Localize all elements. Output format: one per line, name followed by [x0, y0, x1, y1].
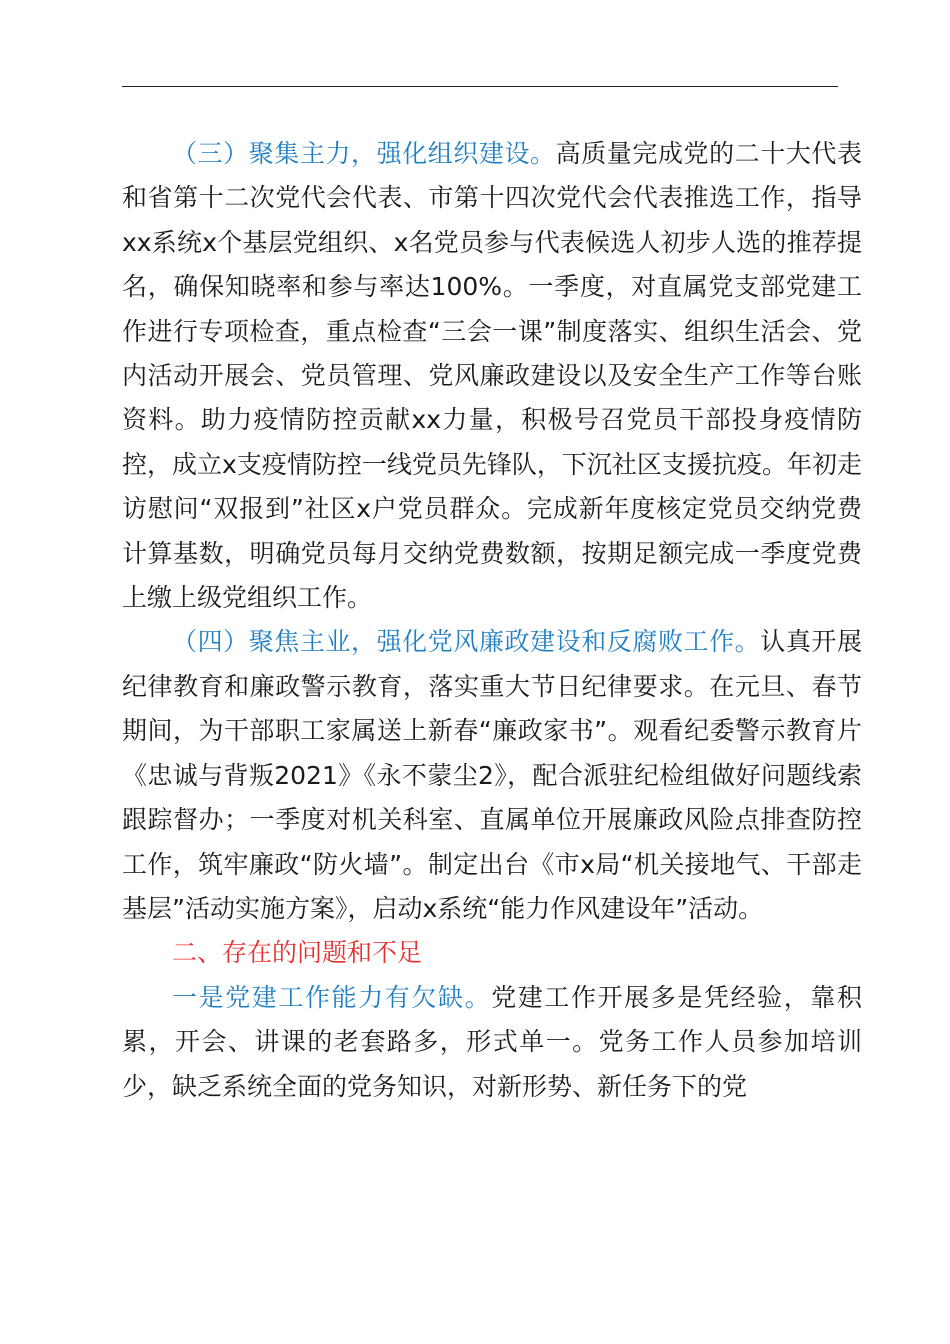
- section-3-paragraph: [122, 132, 862, 620]
- item-1-paragraph: [122, 976, 862, 1109]
- part-2-heading: 二、存在的问题和不足: [172, 938, 423, 968]
- section-4-paragraph: [122, 620, 862, 931]
- section-4-heading: （四）聚焦主业，强化党风廉政建设和反腐败工作。: [172, 627, 761, 657]
- section-3-body: 高质量完成党的二十大代表和省第十二次党代会代表、市第十四次党代会代表推选工作，指导xx系统x个基层党组织、x名党员参与代表候选人初步人选的推荐提名，确保知晓率和参与率达100%。一季度，对直属党支部党建工作进行专项检查，重点检查“三会一课”制度落实、组织生活会、党内活动开展会、党员管理、党风廉政建设以及安全生产工作等台账资料。助力疫情防控贡献xx力量，积极号召党员干部投身疫情防控，成立x支疫情防控一线党员先锋队，下沉社区支援抗疫。年初走访慰问“双报到”社区x户党员群众。完成新年度核定党员交纳党费计算基数，明确党员每月交纳党费数额，按期足额完成一季度党费上缴上级党组织工作。: [122, 139, 862, 613]
- header-rule: [122, 86, 838, 87]
- item-1-heading: 一是党建工作能力有欠缺。: [172, 982, 492, 1012]
- item-1-body: 党建工作开展多是凭经验，靠积累，开会、讲课的老套路多，形式单一。党务工作人员参加培训少，缺乏系统全面的党务知识，对新形势、新任务下的党: [122, 982, 862, 1101]
- document-body: [122, 132, 862, 1109]
- section-4-body: 认真开展纪律教育和廉政警示教育，落实重大节日纪律要求。在元旦、春节期间，为干部职工家属送上新春“廉政家书”。观看纪委警示教育片《忠诚与背叛2021》《永不蒙尘2》，配合派驻纪检组做好问题线索跟踪督办；一季度对机关科室、直属单位开展廉政风险点排查防控工作，筑牢廉政“防火墙”。制定出台《市x局“机关接地气、干部走基层”活动实施方案》，启动x系统“能力作风建设年”活动。: [122, 627, 862, 923]
- section-3-heading: （三）聚集主力，强化组织建设。: [172, 139, 556, 168]
